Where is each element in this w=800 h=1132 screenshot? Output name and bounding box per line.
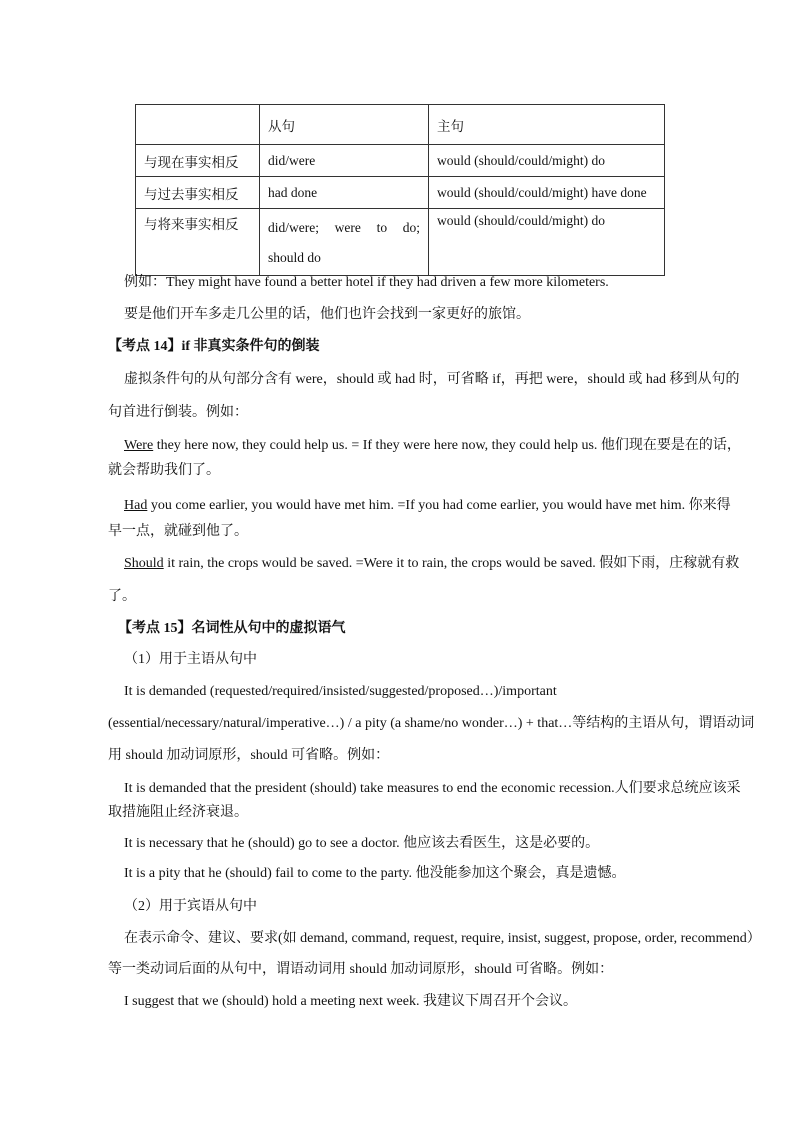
- section-heading: 【考点 15】名词性从句中的虚拟语气: [118, 621, 346, 636]
- example-line: 了。: [108, 589, 136, 604]
- example-line: 就会帮助我们了。: [108, 463, 220, 478]
- paragraph-line: It is demanded (requested/required/insisted/suggested/proposed…)/important: [124, 684, 557, 699]
- clause-line: should do: [268, 250, 321, 265]
- inverted-keyword: Should: [124, 556, 164, 571]
- table-row: [136, 209, 665, 276]
- inverted-keyword: Were: [124, 438, 154, 453]
- subjunctive-table: [135, 104, 665, 276]
- table-header-cell: [136, 105, 260, 145]
- table-cell-clause: had done: [260, 177, 429, 209]
- example-line: It is a pity that he (should) fail to come to the party. 他没能参加这个聚会，真是遗憾。: [124, 866, 626, 881]
- paragraph-line: 虚拟条件句的从句部分含有 were，should 或 had 时，可省略 if，再把 were，should 或 had 移到从句的: [124, 372, 740, 387]
- example-line: 取措施阻止经济衰退。: [108, 805, 248, 820]
- example-line: It is necessary that he (should) go to see a doctor. 他应该去看医生，这是必要的。: [124, 836, 600, 851]
- paragraph-line: 句首进行倒装。例如：: [108, 405, 248, 420]
- table-cell-main: would (should/could/might) do: [429, 209, 665, 276]
- example-text: it rain, the crops would be saved. =Were it to rain, the crops would be saved. 假如下雨，庄稼就有救: [163, 556, 740, 571]
- table-cell-clause: did/were: [260, 145, 429, 177]
- table-header-cell: 主句: [429, 105, 665, 145]
- example-translation: 要是他们开车多走几公里的话，他们也许会找到一家更好的旅馆。: [124, 307, 530, 322]
- table-header-cell: 从句: [260, 105, 429, 145]
- paragraph-line: 在表示命令、建议、要求(如 demand, command, request, require, insist, suggest, propose, order, recommend）: [124, 931, 761, 946]
- table-cell-main: would (should/could/might) do: [429, 145, 665, 177]
- subheading: （1）用于主语从句中: [124, 652, 257, 667]
- table-header-row: [136, 105, 665, 145]
- table-cell-clause: [260, 209, 429, 276]
- table-cell-label: 与现在事实相反: [136, 145, 260, 177]
- example-text: you come earlier, you would have met him. =If you had come earlier, you would have met him. 你来得: [147, 498, 731, 513]
- table-row: [136, 145, 665, 177]
- clause-line: did/were; were to do;: [268, 220, 420, 235]
- example-line: I suggest that we (should) hold a meeting next week. 我建议下周召开个会议。: [124, 994, 577, 1009]
- example-text: they here now, they could help us. = If they were here now, they could help us. 他们现在要是在的话，: [153, 438, 741, 453]
- table-cell-label: 与将来事实相反: [136, 209, 260, 276]
- example-sentence: 例如：They might have found a better hotel if they had driven a few more kilometers.: [124, 275, 609, 290]
- inverted-keyword: Had: [124, 498, 148, 513]
- subheading: （2）用于宾语从句中: [124, 899, 257, 914]
- table-cell-label: 与过去事实相反: [136, 177, 260, 209]
- example-line: [124, 496, 731, 516]
- example-line: [124, 436, 741, 456]
- section-heading: 【考点 14】if 非真实条件句的倒装: [108, 339, 320, 354]
- example-line: It is demanded that the president (should) take measures to end the economic recession.人们要求总统应该采: [124, 781, 741, 796]
- example-line: 早一点，就碰到他了。: [108, 524, 248, 539]
- example-line: [124, 554, 740, 574]
- table-cell-main: would (should/could/might) have done: [429, 177, 665, 209]
- paragraph-line: 等一类动词后面的从句中，谓语动词用 should 加动词原形，should 可省略。例如：: [108, 962, 614, 977]
- paragraph-line: 用 should 加动词原形，should 可省略。例如：: [108, 748, 390, 763]
- paragraph-line: (essential/necessary/natural/imperative…) / a pity (a shame/no wonder…) + that…等结构的主语从句，谓语动词: [108, 716, 755, 731]
- table-row: [136, 177, 665, 209]
